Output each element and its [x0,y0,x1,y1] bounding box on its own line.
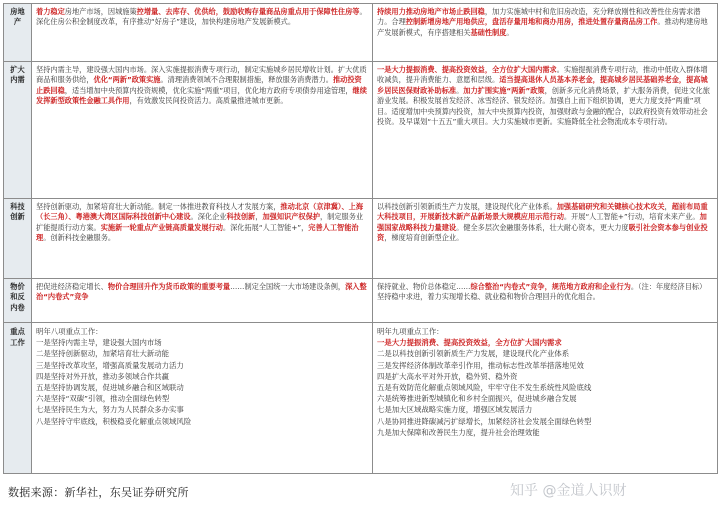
key-task-item: 一是大力提振消费、提高投资效益，全方位扩大国内需求 [377,338,562,348]
highlight-text: 一是大力提振消费、提高投资效益，全方位扩大国内需求 [377,65,557,74]
row-label-real-estate: 房地产 [4,4,32,62]
key-task-item: 二是以科技创新引领新质生产力发展，建设现代化产业体系 [377,349,570,359]
highlight-text: 推动投资止跌回稳 [36,75,362,95]
table-row [4,199,718,279]
body-text: 坚持创新驱动，加紧培育壮大新动能。制定一体推进教育科技人才发展方案， [36,202,281,211]
key-tasks-title-left: 明年八项重点工作： [36,327,103,336]
body-text: ，制定服务业扩能提质行动方案。 [36,212,364,232]
highlight-text: 物价合理回升作为货币政策的重要考量 [107,282,231,291]
highlight-text: 加强国家战略科技力量建设 [377,212,707,232]
table-body [4,4,718,474]
key-task-item: 四是坚持对外开放，推动多领域合作共赢 [36,371,170,381]
body-text: 。实施提振消费专项行动，推动中低收入群体增收减负，提升消费能力、意愿和层级。 [377,65,708,85]
cell-right-prices [373,279,718,323]
row-label-key-tasks: 重点工作 [4,323,32,474]
highlight-text: 推动北京（京津冀）、上海（长三角）、粤港澳大湾区国际科技创新中心建设 [36,202,364,222]
key-task-item: 八是协同推进降碳减污扩绿增长，加紧经济社会发展全面绿色转型 [377,416,592,426]
body-text: 以科技创新引领新质生产力发展，建设现代化产业体系。 [377,202,557,211]
highlight-text: 超前布局重大科技项目，开展新技术新产品新场景大规模应用示范行动 [377,202,708,222]
highlight-text: 适当提高退休人员基本养老金，提高城乡居民基础养老金，提高城乡居民医保财政补助标准 [377,75,708,95]
body-text: ，有效激发民间投资活力。高质量推进城市更新。 [129,96,288,106]
policy-comparison-table [3,3,718,474]
highlight-text: 综合整治“内卷式”竞争，规范地方政府和企业行为 [470,282,631,291]
cell-right-domestic-demand [373,62,718,199]
cell-right-real-estate [373,4,718,62]
cell-left-prices [32,279,373,323]
key-task-item: 六是坚持“双碳”引领，推动全面绿色转型 [36,394,170,404]
highlight-text: 实施新一轮重点产业链高质量发展行动 [100,222,223,232]
key-tasks-title-right: 明年九项重点工作： [377,327,444,336]
highlight-text: 优化“两新”政策实施 [93,75,161,85]
body-text: ， [255,212,263,222]
cell-right-key-tasks [373,323,718,474]
row-label-prices-anti-involution: 物价和反内卷 [4,279,32,323]
table-row [4,323,718,474]
highlight-text: 深入整治“内卷式”竞争 [36,282,367,302]
cell-left-real-estate [32,4,373,62]
highlight-text: 加强知识产权保护 [262,212,320,222]
highlight-text: 继续发挥新型政策性金融工具作用 [36,85,367,106]
highlight-text: 持续用力推动房地产市场止跌回稳 [377,7,485,16]
highlight-text: 控制新增房地产用地供应，盘活存量用地和商办用房，推进处置存量商品房工作 [405,17,658,27]
key-task-item: 三是发挥经济体制改革牵引作用，推动标志性改革举措落地见效 [377,360,584,370]
body-text: 。深化拓展“人工智能+”， [222,222,309,232]
body-text: 。健全多层次金融服务体系，壮大耐心资本，更大力度 [456,222,629,232]
key-task-item: 三是坚持改革攻坚，增强高质量发展动力活力 [36,360,184,370]
cell-left-tech-innovation [32,199,373,279]
highlight-text: 吸引社会资本参与创业投资 [377,222,708,243]
cell-left-key-tasks [32,323,373,474]
body-text: 把促进经济稳定增长、 [36,282,108,291]
key-task-item: 七是坚持民生为大，努力为人民群众多办实事 [36,405,184,415]
body-text: ，创新多元化消费场景，扩大服务消费，促进文化旅游业发展。积极发展首发经济、冰雪经济、银发经济。加强自上而下组织协调，更大力度支持“两重”项目。适度增加中央预算内投资，加大中央预算内投资，加强财政与金融的配合，以政府投资有效带动社会投资。及早谋划“十五五”重大项目。大力实施城市更新。实施降低全社会物流成本专项行动。 [377,85,710,127]
highlight-text: 完善人工智能治理 [36,222,359,243]
highlight-text: 着力稳定 [36,7,65,16]
key-task-item: 九是加大保障和改善民生力度，提升社会治理效能 [377,427,540,437]
body-text: 。推动构建房地产发展新模式，有序搭建相关 [377,17,708,37]
table-row [4,279,718,323]
highlight-text: 控增量、去库存、优供给，鼓励收购存量商品房重点用于保障性住房等 [136,7,360,16]
key-task-item: 五是坚持协调发展，促进城乡融合和区域联动 [36,383,184,393]
body-text: 。深化企业 [190,212,227,222]
table-row [4,62,718,199]
highlight-text: 基础性制度 [470,27,507,37]
highlight-text: 加强基础研究和关键核心技术攻关 [556,202,665,211]
cell-right-tech-innovation [373,199,718,279]
watermark: 知乎 @金道人识财 [510,483,627,499]
key-task-item: 四是扩大高水平对外开放，稳外贸、稳外资 [377,371,518,381]
body-text: 。 [506,27,514,37]
key-task-item: 六是统筹推进新型城镇化和乡村全面振兴，促进城乡融合发展 [377,394,577,404]
body-text: ， [664,202,672,211]
body-text: 坚持内需主导，建设强大国内市场。深入实施提振消费专项行动，制定实施城乡居民增收计划。扩大优质商品和服务供给， [36,65,367,85]
body-text: 。（注：年度经济目标）坚持稳中求进，着力实现增长稳、就业稳和物价合理回升的优化组合。 [377,282,707,302]
table-row [4,4,718,62]
key-tasks-list-left [36,337,368,427]
source-note: 数据来源：新华社，东吴证券研究所 [8,486,189,499]
key-task-item: 七是加大区域战略实施力度，增强区域发展活力 [377,405,533,415]
body-text: ，梯度培育创新型企业。 [384,233,464,243]
body-text: 。清理消费领域不合理限制措施，释放服务消费潜力。 [160,75,333,85]
body-text: 。深化住房公积金制度改革，有序推动“好房子”建设，加快构建房地产发展新模式。 [36,7,367,27]
key-tasks-list-right [377,337,713,438]
row-label-domestic-demand: 扩大内需 [4,62,32,199]
key-task-item: 八是坚持守牢底线，积极稳妥化解重点领域风险 [36,416,192,426]
body-text: 。创新科技金融服务。 [43,233,116,243]
highlight-text: 科技创新 [226,212,256,222]
body-text: 。 [456,85,464,95]
key-task-item: 二是坚持创新驱动，加紧培育壮大新动能 [36,349,170,359]
row-label-tech-innovation: 科技创新 [4,199,32,279]
highlight-text: 加力扩围实施“两新”政策 [463,85,545,95]
key-task-item: 一是坚持内需主导，建设强大国内市场 [36,338,162,348]
key-task-item: 五是有效防范化解重点领域风险，牢牢守住不发生系统性风险底线 [377,383,592,393]
body-text: ……制定全国统一大市场建设条例， [230,282,346,291]
body-text: ，适当增加中央预算内投资规模，优化实施“两重”项目，优化地方政府专项债券用途管理， [64,85,353,95]
body-text: 保持就业、物价总体稳定…… [377,282,471,291]
cell-left-domestic-demand [32,62,373,199]
body-text: 房地产市场，因城施策 [64,7,137,16]
body-text: ，加力实施城中村和危旧房改造，充分释放刚性和改善性住房需求潜力。合理 [377,7,701,27]
body-text: 。开展“人工智能+”行动，培育未来产业。 [563,212,700,222]
